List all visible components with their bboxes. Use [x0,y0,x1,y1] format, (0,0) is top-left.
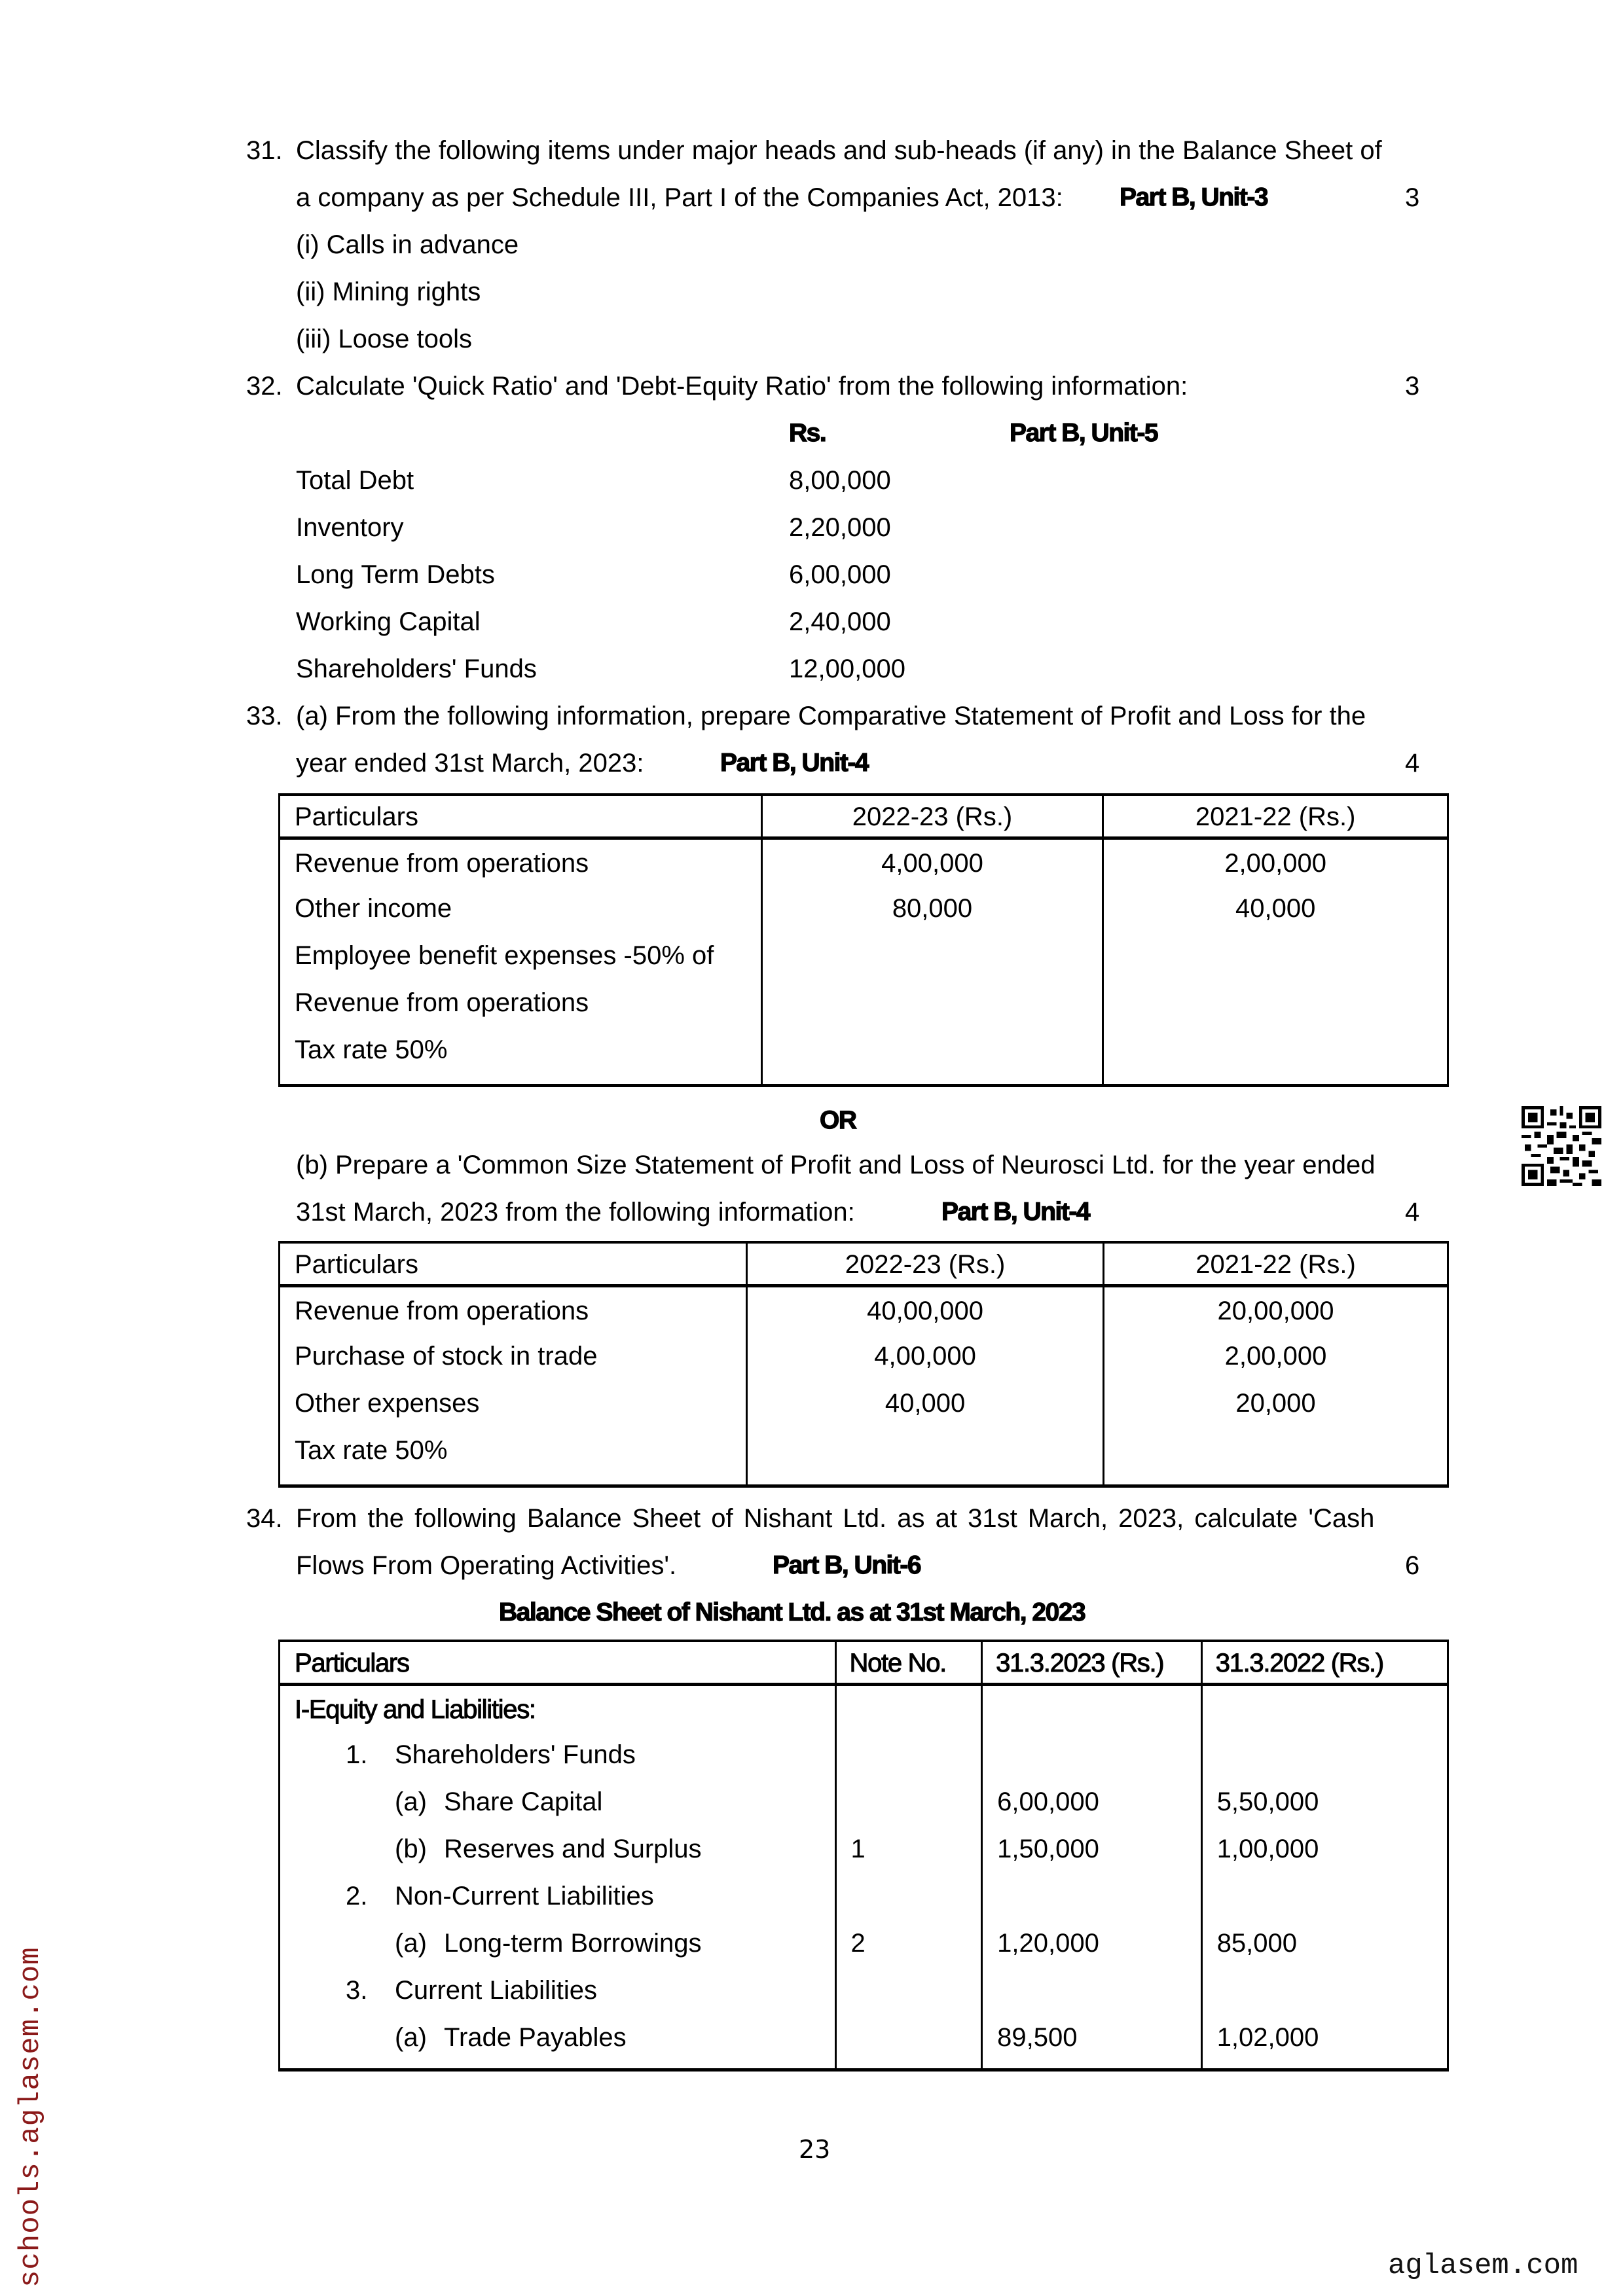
q34-number: 34. [246,1504,283,1533]
q33a-unit-label: Part B, Unit-4 [720,749,869,777]
table-row [280,1026,1448,1085]
bs-row-note [835,2014,982,2070]
bs-row-note [835,1873,982,1920]
q34-text-line2: Flows From Operating Activities'. [296,1551,677,1580]
balance-sheet-table [278,1640,1449,2072]
bs-row-label: Long-term Borrowings [444,1929,702,1958]
bs-row-number: (b) [395,1835,427,1863]
bs-row-number: (a) [395,2023,427,2052]
q33b-table [278,1241,1449,1488]
bs-row-2023: 1,20,000 [982,1920,1202,1967]
q32-row-label: Inventory [296,513,404,542]
q34-marks: 6 [1405,1551,1420,1580]
q33a-marks: 4 [1405,749,1420,778]
q33b-cell-particulars: Tax rate 50% [280,1427,747,1486]
q33a-cell-particulars: Revenue from operations [280,838,762,885]
bs-row-2023 [982,1967,1202,2014]
q32-row-value: 6,00,000 [789,560,891,589]
bs-row-note [835,1731,982,1778]
q33b-cell-2022-23: 40,00,000 [747,1285,1104,1333]
bs-row-number: (a) [395,1787,427,1816]
or-separator: OR [820,1106,856,1134]
table-row [280,885,1448,932]
q33a-cell-2021-22 [1103,932,1448,979]
q33b-cell-2021-22: 20,00,000 [1104,1285,1448,1333]
q31-number: 31. [246,136,283,165]
q31-text-line1: Classify the following items under major heads and sub-heads (if any) in the Balance Sheet of [296,136,1382,165]
table-row [280,1778,1448,1825]
q33a-cell-2022-23 [761,1026,1103,1085]
bs-row-2022: 85,000 [1201,1920,1448,1967]
bs-row-2022 [1201,1967,1448,2014]
q32-marks: 3 [1405,372,1420,401]
bs-row-2023: 89,500 [982,2014,1202,2070]
q32-unit-label: Part B, Unit-5 [1010,419,1158,447]
q33a-cell-2022-23 [761,932,1103,979]
watermark-left: schools.aglasem.com [14,1946,47,2287]
bs-section-heading: I-Equity and Liabilities: [280,1684,836,1731]
bs-row-2022: 1,00,000 [1201,1825,1448,1873]
bs-row-note [835,1967,982,2014]
bs-row-number: (a) [395,1929,427,1958]
bs-row-note: 2 [835,1920,982,1967]
bs-row-number: 1. [346,1740,368,1769]
table-row [280,1285,1448,1333]
q31-marks: 3 [1405,183,1420,212]
q33b-cell-2021-22: 2,00,000 [1104,1333,1448,1380]
bs-row-label: Non-Current Liabilities [395,1882,654,1910]
q33b-cell-2022-23 [747,1427,1104,1486]
q34-text-line1: From the following Balance Sheet of Nishant Ltd. as at 31st March, 2023, calculate 'Cash [296,1504,1375,1533]
q33-number: 33. [246,702,283,730]
q33b-cell-2021-22: 20,000 [1104,1380,1448,1427]
q32-text: Calculate 'Quick Ratio' and 'Debt-Equity Ratio' from the following information: [296,372,1188,401]
q33a-cell-2021-22: 2,00,000 [1103,838,1448,885]
bs-header-note-no: Note No. [835,1641,982,1684]
q33b-header-2022-23: 2022-23 (Rs.) [747,1242,1104,1285]
q33a-cell-particulars: Tax rate 50% [280,1026,762,1085]
q31-item-3: (iii) Loose tools [296,325,473,353]
table-row [280,1825,1448,1873]
q32-row-value: 8,00,000 [789,466,891,495]
q33a-cell-2021-22 [1103,1026,1448,1085]
q33a-text-line2: year ended 31st March, 2023: [296,749,644,778]
q33a-cell-2022-23 [761,979,1103,1026]
table-row [280,2014,1448,2070]
q33a-header-2021-22: 2021-22 (Rs.) [1103,795,1448,838]
q34-table-title: Balance Sheet of Nishant Ltd. as at 31st March, 2023 [499,1598,1085,1626]
q33b-cell-particulars: Revenue from operations [280,1285,747,1333]
q33b-text-line2: 31st March, 2023 from the following information: [296,1198,855,1227]
q33b-header-particulars: Particulars [280,1242,747,1285]
table-row [280,1427,1448,1486]
bs-row-label: Trade Payables [444,2023,627,2052]
qr-code-icon [1522,1106,1601,1186]
bs-row-2023: 1,50,000 [982,1825,1202,1873]
bs-row-2023 [982,1873,1202,1920]
q33a-cell-2022-23: 80,000 [761,885,1103,932]
bs-row-2023: 6,00,000 [982,1778,1202,1825]
q34-unit-label: Part B, Unit-6 [773,1551,921,1579]
page-number: 23 [799,2135,831,2164]
q33b-marks: 4 [1405,1198,1420,1227]
q33a-table [278,793,1449,1087]
bs-row-2022: 5,50,000 [1201,1778,1448,1825]
q33a-cell-particulars: Employee benefit expenses -50% of [280,932,762,979]
q32-row-value: 2,20,000 [789,513,891,542]
bs-row-label: Reserves and Surplus [444,1835,702,1863]
q33b-text-line1: (b) Prepare a 'Common Size Statement of Profit and Loss of Neurosci Ltd. for the year ended [296,1151,1376,1179]
bs-header-2023: 31.3.2023 (Rs.) [982,1641,1202,1684]
table-row [280,1684,1448,1731]
bs-header-2022: 31.3.2022 (Rs.) [1201,1641,1448,1684]
q32-row-value: 2,40,000 [789,607,891,636]
table-row [280,1873,1448,1920]
bs-row-number: 2. [346,1882,368,1910]
table-row [280,932,1448,979]
bs-row-note: 1 [835,1825,982,1873]
q32-number: 32. [246,372,283,401]
q33a-cell-2021-22 [1103,979,1448,1026]
q31-text-line2: a company as per Schedule III, Part I of the Companies Act, 2013: [296,183,1063,212]
q32-row-value: 12,00,000 [789,655,905,683]
q33a-header-particulars: Particulars [280,795,762,838]
q33a-header-2022-23: 2022-23 (Rs.) [761,795,1103,838]
q31-unit-label: Part B, Unit-3 [1120,183,1268,211]
q33b-cell-particulars: Other expenses [280,1380,747,1427]
bs-row-2023 [982,1731,1202,1778]
table-row [280,1380,1448,1427]
bs-row-label: Shareholders' Funds [395,1740,636,1769]
table-row [280,979,1448,1026]
q31-item-2: (ii) Mining rights [296,278,481,306]
q32-row-label: Total Debt [296,466,414,495]
bs-row-note [835,1778,982,1825]
q33a-cell-particulars: Other income [280,885,762,932]
table-row [280,1333,1448,1380]
q31-item-1: (i) Calls in advance [296,230,519,259]
q33b-cell-2022-23: 40,000 [747,1380,1104,1427]
table-row [280,838,1448,885]
q33b-cell-2021-22 [1104,1427,1448,1486]
q33b-header-2021-22: 2021-22 (Rs.) [1104,1242,1448,1285]
q33a-cell-particulars: Revenue from operations [280,979,762,1026]
q32-row-label: Long Term Debts [296,560,495,589]
q32-row-label: Working Capital [296,607,481,636]
bs-row-2022: 1,02,000 [1201,2014,1448,2070]
q32-row-label: Shareholders' Funds [296,655,537,683]
q33b-cell-2022-23: 4,00,000 [747,1333,1104,1380]
table-row [280,1920,1448,1967]
bs-row-2022 [1201,1873,1448,1920]
q33b-cell-particulars: Purchase of stock in trade [280,1333,747,1380]
q32-rs-header: Rs. [789,419,826,447]
q33a-cell-2022-23: 4,00,000 [761,838,1103,885]
table-row [280,1731,1448,1778]
bs-row-number: 3. [346,1976,368,2005]
watermark-right: aglasem.com [1388,2250,1578,2282]
table-row [280,1967,1448,2014]
q33b-unit-label: Part B, Unit-4 [941,1198,1090,1226]
bs-row-label: Current Liabilities [395,1976,598,2005]
bs-row-2022 [1201,1731,1448,1778]
bs-row-label: Share Capital [444,1787,603,1816]
bs-header-particulars: Particulars [280,1641,836,1684]
q33a-cell-2021-22: 40,000 [1103,885,1448,932]
q33a-text-line1: (a) From the following information, prepare Comparative Statement of Profit and Loss for the [296,702,1366,730]
